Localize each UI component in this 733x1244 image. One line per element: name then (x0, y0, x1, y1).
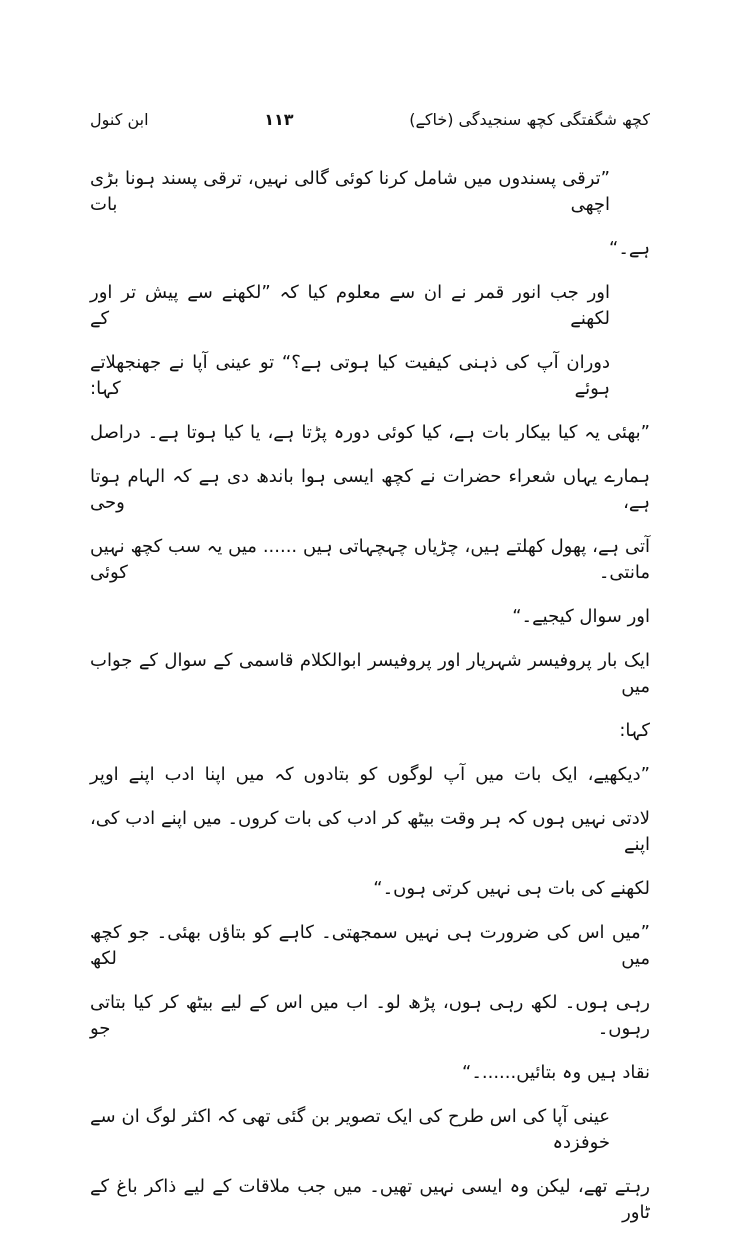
text-line: اور سوال کیجیے۔“ (512, 606, 650, 627)
text-line: ”میں اس کی ضرورت ہی نہیں سمجھتی۔ کاہے کو بتاؤں بھئی۔ جو کچھ میں لکھ (90, 922, 650, 969)
text-line: ”ترقی پسندوں میں شامل کرنا کوئی گالی نہیں، ترقی پسند ہونا بڑی اچھی بات (90, 168, 610, 215)
text-line: ”دیکھیے، ایک بات میں آپ لوگوں کو بتادوں کہ میں اپنا ادب اپنے اوپر (90, 764, 650, 785)
text-line: عینی آپا کی اس طرح کی ایک تصویر بن گئی تھی کہ اکثر لوگ ان سے خوفزدہ (90, 1106, 610, 1153)
body-text (90, 166, 650, 1244)
text-line: کہا: (619, 720, 650, 741)
text-line: آتی ہے، پھول کھلتے ہیں، چڑیاں چہچہاتی ہیں ...... میں یہ سب کچھ نہیں مانتی۔ کوئی (90, 536, 650, 583)
text-line: لکھنے کی بات ہی نہیں کرتی ہوں۔“ (373, 878, 650, 899)
text-line: اور جب انور قمر نے ان سے معلوم کیا کہ ”لکھنے سے پیش تر اور لکھنے کے (90, 282, 610, 329)
page-number: ۱۱۳ (264, 110, 294, 129)
text-line: رہی ہوں۔ لکھ رہی ہوں، پڑھ لو۔ اب میں اس کے لیے بیٹھ کر کیا بتاتی رہوں۔ جو (90, 992, 650, 1039)
text-line: ہمارے یہاں شعراء حضرات نے کچھ ایسی ہوا باندھ دی ہے کہ الہام ہوتا ہے، وحی (90, 466, 650, 513)
text-line: ”بھئی یہ کیا بیکار بات ہے، کیا کوئی دورہ پڑتا ہے، یا کیا ہوتا ہے۔ دراصل (90, 422, 650, 443)
author-name: ابن کنول (90, 110, 149, 129)
text-line: ہے۔“ (609, 238, 650, 259)
text-line: لادتی نہیں ہوں کہ ہر وقت بیٹھ کر ادب کی بات کروں۔ میں اپنے ادب کی، اپنے (90, 808, 650, 855)
text-line: دوران آپ کی ذہنی کیفیت کیا ہوتی ہے؟“ تو عینی آپا نے جھنجھلاتے ہوئے کہا: (90, 352, 610, 399)
text-line: نقاد ہیں وہ بتائیں......۔“ (462, 1062, 650, 1083)
text-line: رہتے تھے، لیکن وہ ایسی نہیں تھیں۔ میں جب ملاقات کے لیے ذاکر باغ کے ٹاور (90, 1176, 650, 1223)
text-line: ایک بار پروفیسر شہریار اور پروفیسر ابوالکلام قاسمی کے سوال کے جواب میں (90, 650, 650, 697)
running-header (90, 110, 650, 129)
book-title: کچھ شگفتگی کچھ سنجیدگی (خاکے) (409, 110, 650, 129)
